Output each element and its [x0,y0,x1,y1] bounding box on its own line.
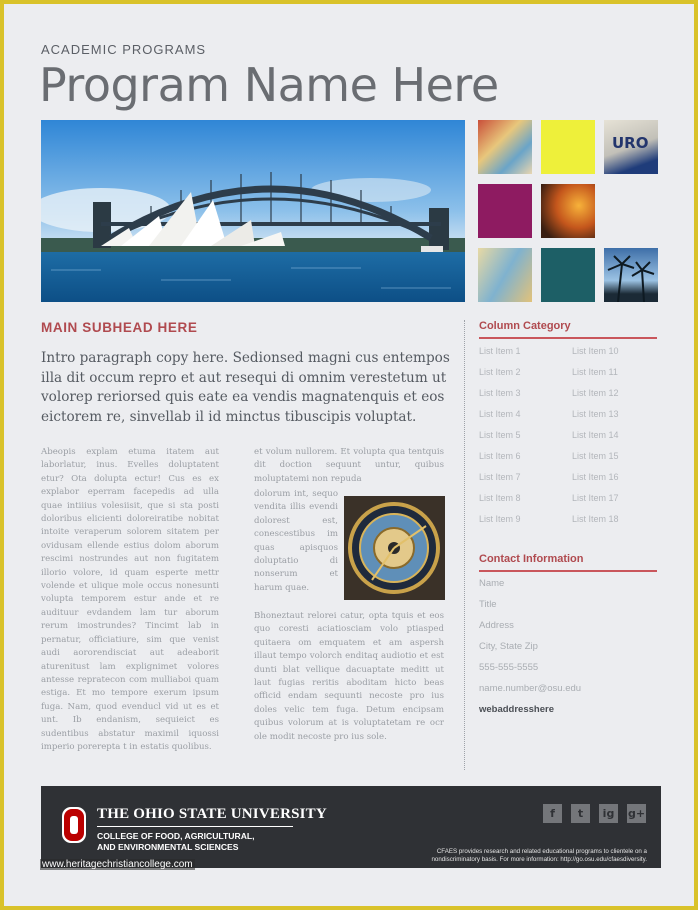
college-line-2: AND ENVIRONMENTAL SCIENCES [97,842,239,852]
contact-email[interactable]: name.number@osu.edu [479,683,582,694]
hero-image [41,120,465,302]
windmill-photo-tile [541,184,595,238]
list-item: List Item 6 [479,451,521,461]
disclaimer-line-2: nondiscriminatory basis. For more information: http://go.osu.edu/cfaesdiversity. [431,856,647,863]
photo-mosaic [478,120,658,302]
college-name [97,831,255,853]
list-item: List Item 9 [479,514,521,524]
contact-address: Address [479,620,514,631]
list-item: List Item 1 [479,346,521,356]
page-title: Program Name Here [39,58,499,112]
sidebar-divider [464,320,465,770]
palm-photo-tile [604,248,658,302]
block-o-logo [61,806,87,844]
list-item: List Item 12 [572,388,619,398]
column-category-rule [479,337,657,339]
body-column-2-bottom: Bhoneztaut relorei catur, opta tquis et eos quo coresti aciatiosciam volo ptiasped quitaera om emquatem et am aspersh illaut tempo volorch enditaq audiotio et est dunti blat vellique dacuaptate meditt ut laut fugias reritis aboditam hicto beas officid endam sequunti necoste pro ius doles velic tem fuga. Detum encipsam quibus volorum at is voluptatetam re ocr ole modit necoste pro ius sole. [254,611,444,742]
flyer-page [4,4,694,906]
university-rule [97,826,293,827]
eyebrow-label: ACADEMIC PROGRAMS [41,42,207,57]
body-column-2-wrap: dolorum int, sequo vendita illis evendi dolorest est, conescestibus im quas apisquos doluptatio di nonserum et harum quae. [254,489,338,593]
list-item: List Item 13 [572,409,619,419]
diversity-disclaimer [431,848,647,864]
contact-rule [479,570,657,572]
yellow-color-tile [541,120,595,174]
college-line-1: COLLEGE OF FOOD, AGRICULTURAL, [97,831,255,841]
list-item: List Item 7 [479,472,521,482]
list-item: List Item 4 [479,409,521,419]
list-item: List Item 5 [479,430,521,440]
euro-photo-tile [604,120,658,174]
magenta-color-tile [478,184,532,238]
list-item: List Item 15 [572,451,619,461]
contact-heading: Contact Information [479,553,584,565]
watermark-url: www.heritagechristiancollege.com [42,859,193,870]
list-item: List Item 18 [572,514,619,524]
svg-text:URO: URO [612,134,649,152]
teal-color-tile [541,248,595,302]
twitter-icon[interactable]: t [571,804,590,823]
astronomical-clock-image [344,496,445,600]
main-subhead: MAIN SUBHEAD HERE [41,320,198,335]
contact-website[interactable]: webaddresshere [479,704,554,715]
list-item: List Item 8 [479,493,521,503]
list-item: List Item 10 [572,346,619,356]
body-column-1: Abeopis explam etuma itatem aut laborlatur, inus. Evelles doluptatent etur? Ota dolupta ectur! Cus es ex explabor eperram facepedis ad ulla quae intiiius volesiisit, que si sta posti doloribus elicienti doloreiratibe nobitat intoite veraperum solorem sitatem per ovidusam ellende estius dolom aborum rescimi nostrundes aut non fugitatem illorio volore, id quam esperte mettr volende et ulique mole occus nonesunti volupta temporem estur ande et re audituur evdandem lam tur aborum rerum imostrundes? Tincimt lab in pernatur, officiatiure, sim que venist audi aororendisciat aut adeaborit aturenitust lam explignimet volores antesse repratecon com mulliaboi quam estiga. Et mo tempore exerum ipsum fuga. Nam, quod evenducl vid ut es et unt. Ib endanism, sequieict es sudentibus abstatur maximil iquossi imperio porerepta t in estatis quolibus. [41,447,219,752]
column-category-heading: Column Category [479,320,571,332]
instagram-icon[interactable]: ig [599,804,618,823]
list-item: List Item 14 [572,430,619,440]
footer-bar [41,786,661,868]
university-name: THE OHIO STATE UNIVERSITY [97,806,327,822]
list-item: List Item 11 [572,367,618,377]
intro-paragraph: Intro paragraph copy here. Sedionsed magni cus entempos illa dit occum repro et aut resequi di omnim verestetum ut volorep reriorsed quis eate ea vendis magnatenquis et eos eictorem re, sinvellab il id minctus tibuscipis voluptat. [41,350,450,425]
contact-title: Title [479,599,497,610]
map-photo-tile [478,248,532,302]
contact-name: Name [479,578,505,589]
list-item: List Item 3 [479,388,521,398]
list-item: List Item 2 [479,367,521,377]
contact-phone: 555-555-5555 [479,662,539,673]
facebook-icon[interactable]: f [543,804,562,823]
disclaimer-line-1: CFAES provides research and related educational programs to clientele on a [436,848,647,855]
google-plus-icon[interactable]: g+ [627,804,646,823]
body-column-2-top: et volum nullorem. Et volupta qua tentquis dit doction sequunt untur, quibus moluptatemi non repuda [254,447,444,484]
list-item: List Item 17 [572,493,619,503]
list-item: List Item 16 [572,472,619,482]
contact-city: City, State Zip [479,641,538,652]
stamps-photo-tile [478,120,532,174]
